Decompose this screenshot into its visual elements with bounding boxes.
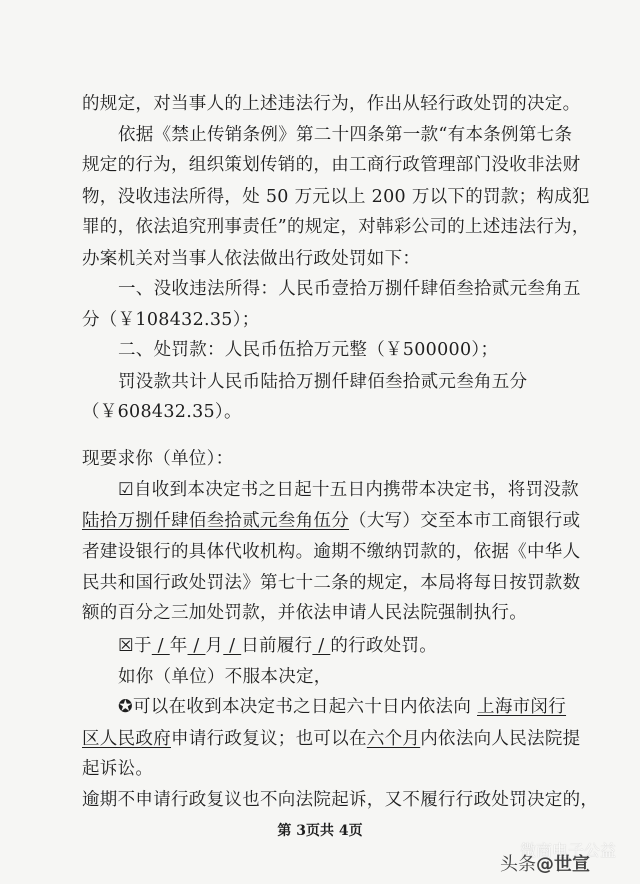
paragraph-line (82, 399, 640, 425)
text-segment: ✪可以在收到本决定书之日起六十日内依法向 (118, 697, 478, 718)
underlined-fill-text: 六个月 (366, 728, 421, 749)
text-segment: 罪的，依法追究刑事责任”的规定，对韩彩公司的上述违法行为， (82, 217, 590, 238)
text-segment: 二、处罚款：人民币伍拾万元整（￥500000）； (118, 340, 499, 361)
text-segment: （大写）交至本市工商银行或 (349, 511, 581, 532)
paragraph-line (118, 694, 640, 720)
text-segment: 的行政处罚。 (330, 636, 438, 657)
text-segment: 内依法向人民法院提 (420, 728, 581, 749)
underlined-fill-text: 区人民政府 (82, 728, 171, 749)
text-segment: 依据《禁止传销条例》第二十四条第一款“有本条例第七条 (118, 124, 573, 145)
text-segment: 日前履行 (241, 636, 313, 657)
text-segment: ☒于 (118, 636, 152, 657)
text-segment: 逾期不申请行政复议也不向法院起诉，又不履行行政处罚决定的， (82, 790, 599, 810)
paragraph-line (82, 600, 640, 626)
text-segment: 罚没款共计人民币陆拾万捌仟肆佰叁拾贰元叁角五分 (118, 371, 528, 392)
paragraph-line (82, 91, 640, 117)
text-segment: 民共和国行政处罚法》第七十二条的规定，本局将每日按罚款数 (82, 572, 581, 593)
text-segment: 物，没收违法所得，处 50 万元以上 200 万以下的罚款；构成犯 (82, 186, 590, 207)
text-segment: （￥608432.35）。 (82, 402, 242, 423)
paragraph-line (118, 369, 640, 395)
paragraph-line (82, 787, 640, 813)
text-segment: 办案机关对当事人依法做出行政处罚如下： (82, 248, 421, 269)
paragraph-line (82, 246, 640, 272)
text-segment: 额的百分之三加处罚款，并依法申请人民法院强制执行。 (82, 603, 527, 624)
paragraph-line (82, 307, 640, 333)
text-segment: 规定的行为，组织策划传销的，由工商行政管理部门没收非法财 (82, 155, 581, 176)
paragraph-line (82, 446, 640, 472)
watermark-prefix: 头条 (500, 854, 536, 875)
paragraph-line (82, 756, 640, 782)
text-segment: 者建设银行的具体代收机构。逾期不缴纳罚款的，依据《中华人 (82, 542, 581, 563)
underlined-fill-text: 陆拾万捌仟肆佰叁拾贰元叁角伍分 (82, 511, 349, 532)
toutiao-watermark (500, 850, 590, 876)
underlined-fill-text: / (223, 636, 242, 657)
watermark-handle: @世宣 (536, 854, 590, 875)
faint-watermark: 微商电子公益 (520, 841, 617, 860)
underlined-fill-text: / (187, 636, 206, 657)
underlined-fill-text: 上海市闵行 (477, 697, 567, 718)
text-segment: 的规定，对当事人的上述违法行为，作出从轻行政处罚的决定。 (82, 94, 581, 114)
page-number-footer: 第 3页共 4页 (277, 823, 363, 839)
paragraph-line (82, 570, 640, 596)
text-segment: 年 (169, 636, 188, 657)
paragraph-line (82, 214, 640, 240)
underlined-fill-text: / (312, 636, 331, 657)
paragraph-line (82, 726, 640, 752)
paragraph-line (118, 633, 640, 659)
underlined-fill-text: / (151, 636, 170, 657)
paragraph-line (82, 184, 640, 210)
text-segment: 现要求你（单位）： (82, 449, 234, 470)
text-segment: 如你（单位）不服本决定， (118, 666, 332, 687)
text-segment: 月 (205, 636, 224, 657)
paragraph-line (118, 337, 640, 363)
paragraph-line (118, 276, 640, 302)
text-segment: 申请行政复议；也可以在 (171, 728, 367, 749)
text-segment: ☑自收到本决定书之日起十五日内携带本决定书，将罚没款 (118, 480, 579, 501)
text-segment: 分（￥108432.35）； (82, 309, 260, 330)
paragraph-line (118, 122, 640, 148)
text-segment: 起诉讼。 (82, 759, 154, 780)
paragraph-line (118, 664, 640, 690)
paragraph-line (82, 539, 640, 565)
paragraph-line (82, 152, 640, 178)
text-segment: 一、没收违法所得：人民币壹拾万捌仟肆佰叁拾贰元叁角五 (118, 279, 581, 300)
paragraph-line (118, 477, 640, 503)
paragraph-line (82, 508, 640, 534)
